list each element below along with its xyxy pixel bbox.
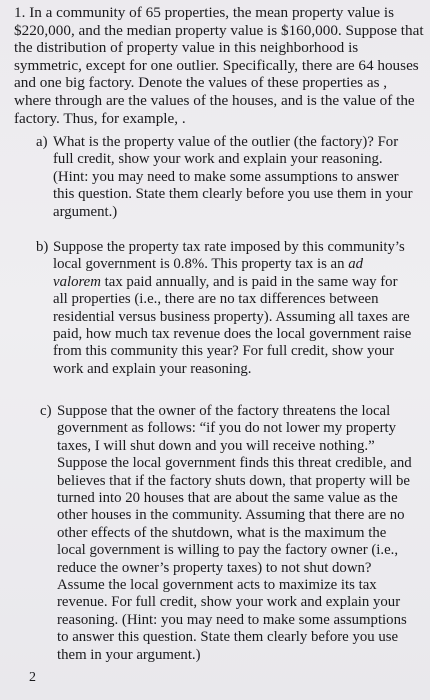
problem-intro: 1. In a community of 65 properties, the mean property value is $220,000, and the median property value is $160,000. Suppose that the distribution of property value in this neighborhood is symmetric, except for one outlier. Specifically, there are 64 houses and one big factory. Denote the values of these properties as , where through are the values of the houses, and is the value of the factory. Thus, for example, . bbox=[14, 4, 424, 127]
part-b-text-start: Suppose the property tax rate imposed by this community’s local government is 0.8%. This property tax is an bbox=[53, 239, 405, 273]
page-number: 2 bbox=[29, 670, 36, 685]
question-part-c bbox=[40, 403, 417, 664]
part-a-label: a) bbox=[36, 134, 48, 150]
part-a-text: What is the property value of the outlier (the factory)? For full credit, show your work and explain your reasoning. (Hint: you may need to make some assumptions to answer this question. State them clearly before you use them in your argument.) bbox=[53, 134, 413, 220]
part-b-italic-term: ad valorem bbox=[53, 256, 363, 290]
question-part-b bbox=[36, 239, 413, 378]
part-b-text-end: tax paid annually, and is paid in the same way for all properties (i.e., there are no tax differences between residential versus business property). Assuming all taxes are paid, how much tax revenue does the local government raise from this community this year? For full credit, show your work and explain your reasoning. bbox=[53, 273, 412, 377]
part-b-label: b) bbox=[36, 239, 49, 255]
part-c-text: Suppose that the owner of the factory threatens the local government as follows: “if you do not lower my property taxes, I will shut down and you will receive nothing.” Suppose the local government finds this threat credible, and believes that if the factory shuts down, that property will be turned into 20 houses that are about the same value as the other houses in the community. Assuming that there are no other effects of the shutdown, what is the maximum the local government is willing to pay the factory owner (i.e., reduce the owner’s property taxes) to not shut down? Assume the local government acts to maximize its tax revenue. For full credit, show your work and explain your reasoning. (Hint: you may need to make some assumptions to answer this question. State them clearly before you use them in your argument.) bbox=[57, 403, 412, 663]
part-c-label: c) bbox=[40, 403, 52, 419]
question-part-a bbox=[36, 134, 419, 221]
